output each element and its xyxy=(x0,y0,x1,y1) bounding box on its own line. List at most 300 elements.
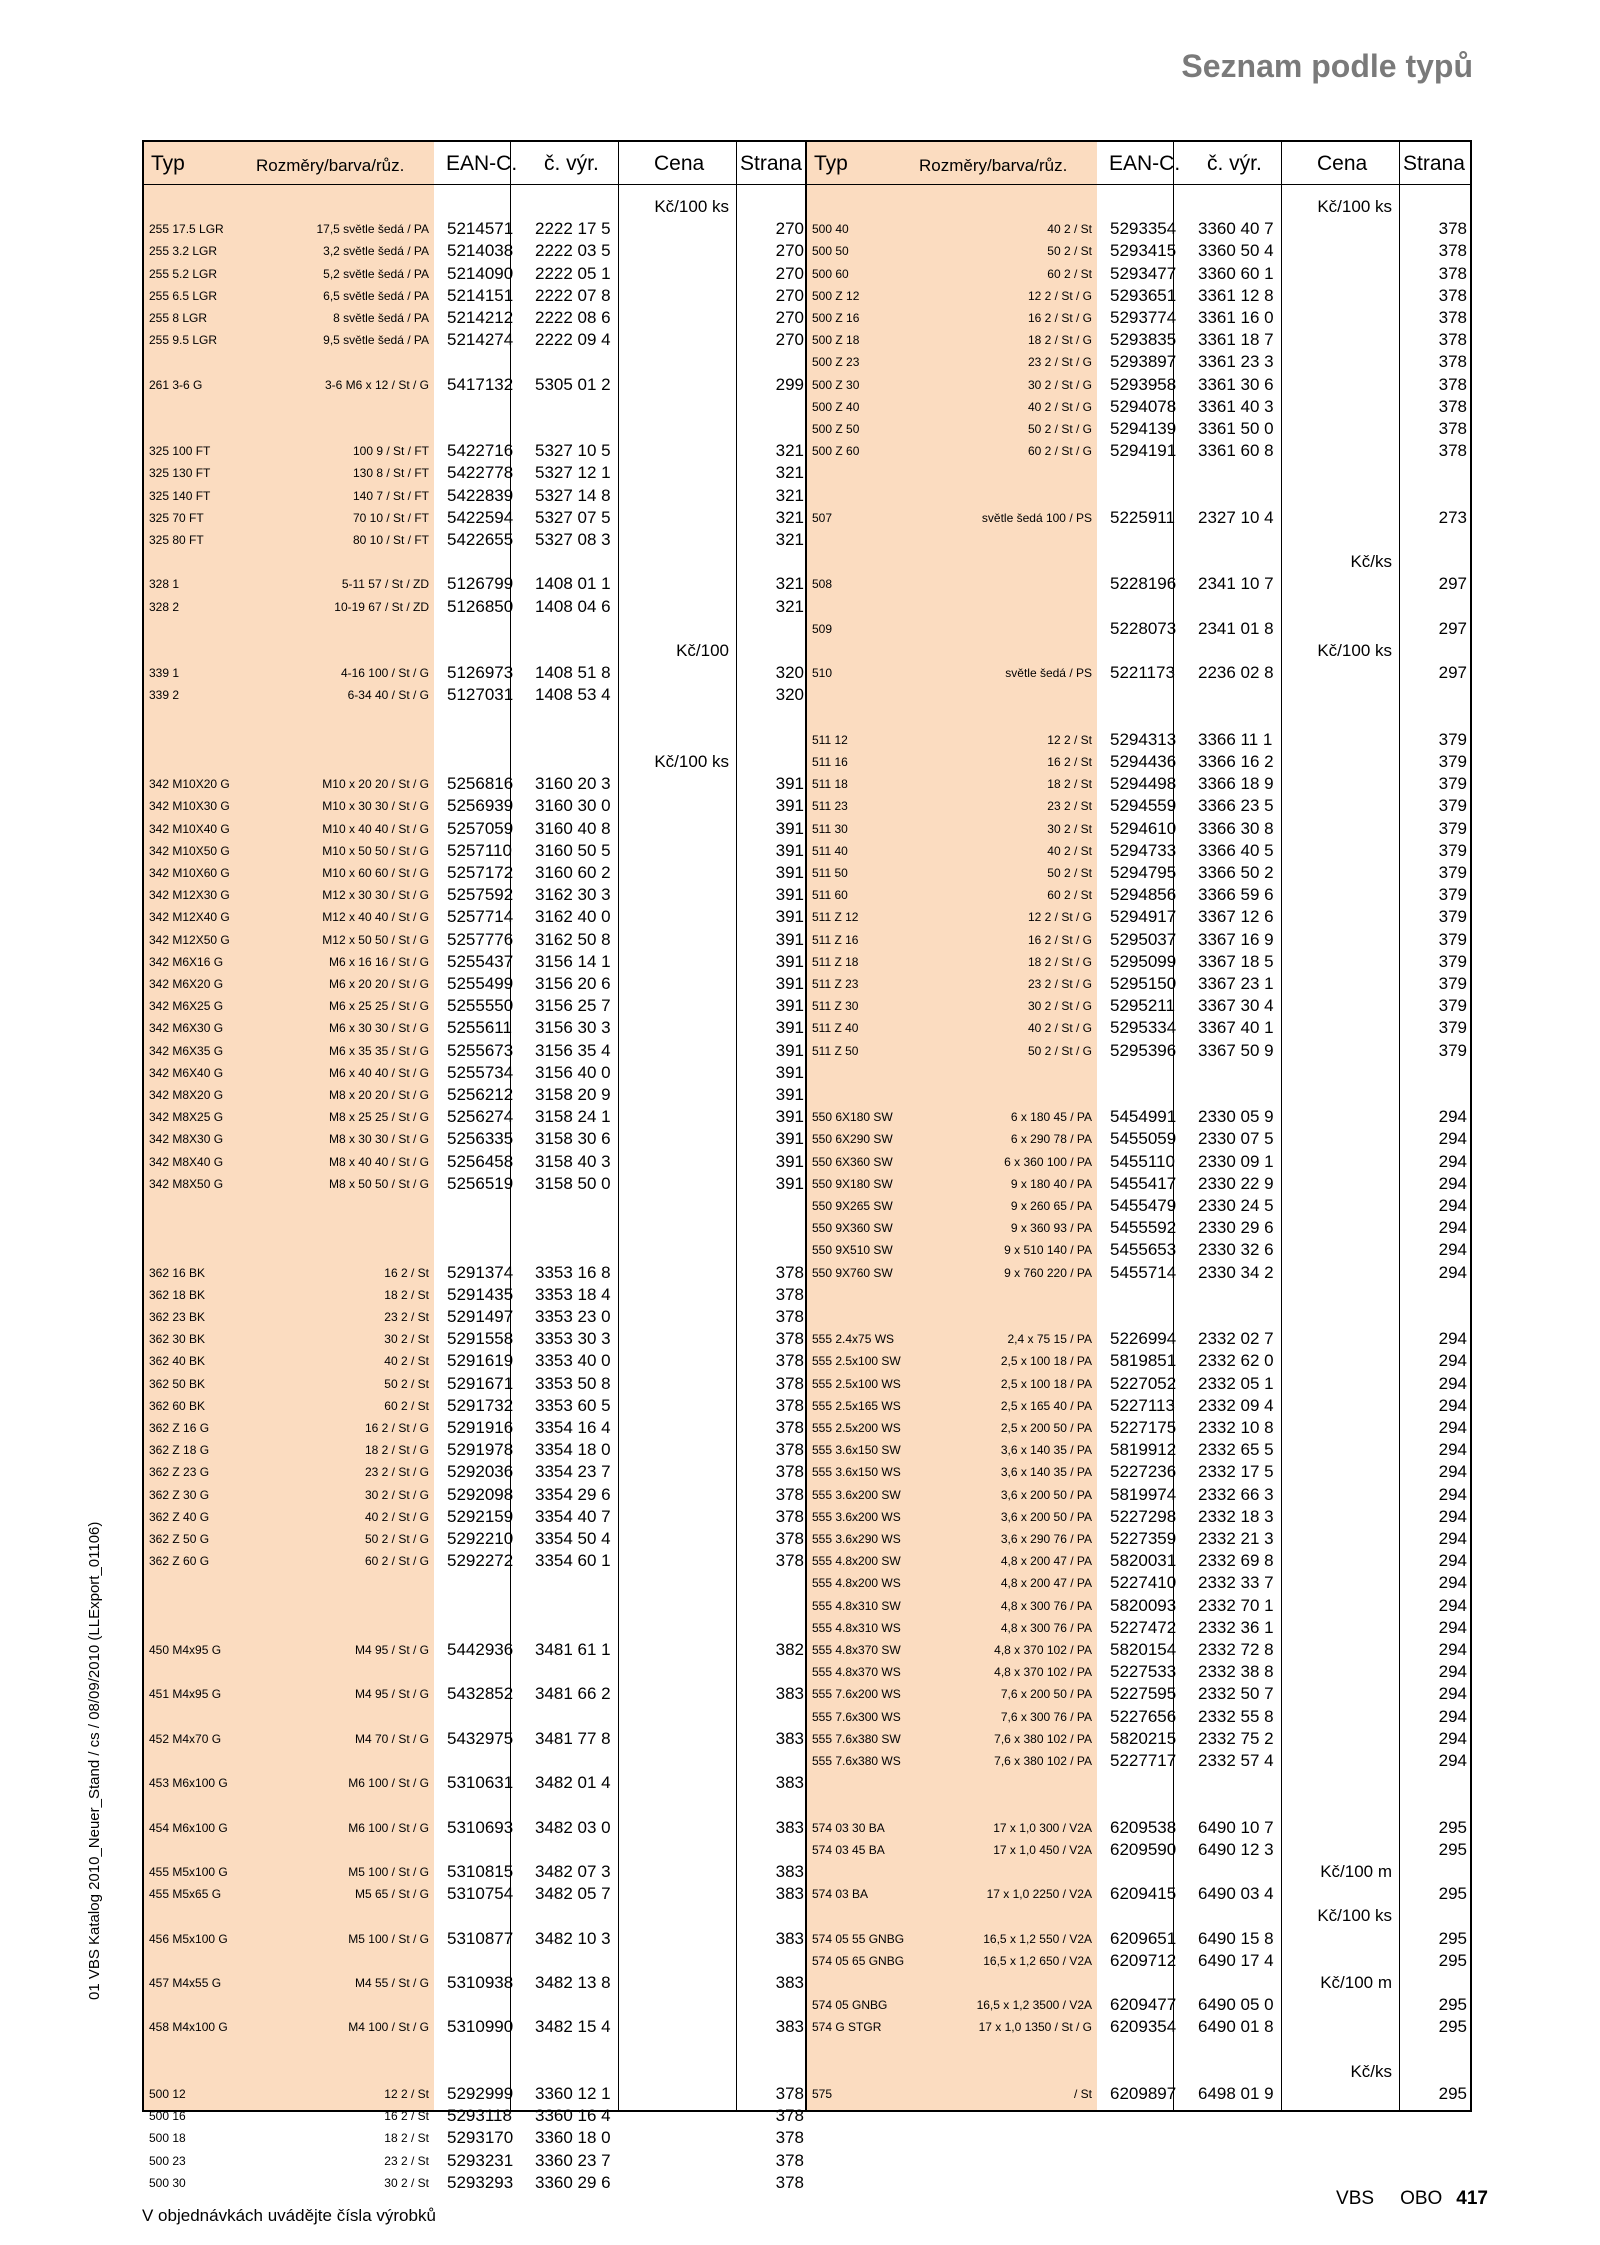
table-row xyxy=(807,2016,1470,2038)
article-number-cell: 3360 18 0 xyxy=(535,2128,611,2148)
table-row xyxy=(807,795,1470,817)
price-unit-label: Kč/100 ks xyxy=(1317,1906,1392,1926)
article-number-cell: 2330 29 6 xyxy=(1198,1218,1274,1238)
table-row xyxy=(807,2083,1470,2105)
ean-cell: 5127031 xyxy=(447,685,514,705)
ean-cell: 5454991 xyxy=(1110,1107,1177,1127)
table-row xyxy=(807,1639,1470,1661)
dimension-cell: 4,8 x 370 102 / PA xyxy=(994,1665,1092,1680)
ean-cell: 5310631 xyxy=(447,1773,514,1793)
page-cell: 383 xyxy=(775,1928,804,1948)
page-cell: 379 xyxy=(1438,951,1467,971)
article-number-cell: 3354 50 4 xyxy=(535,1529,611,1548)
footer-note: V objednávkách uvádějte čísla výrobků xyxy=(142,2206,436,2225)
ean-cell: 6209712 xyxy=(1110,1950,1177,1970)
table-row xyxy=(144,840,807,862)
table-row xyxy=(144,1017,807,1039)
type-cell: 550 9X760 SW xyxy=(812,1265,893,1280)
type-cell: 342 M10X50 G xyxy=(149,843,230,858)
price-unit-row xyxy=(144,196,807,218)
type-cell: 550 9X360 SW xyxy=(812,1221,893,1236)
article-number-cell: 3367 18 5 xyxy=(1198,951,1274,971)
dimension-cell: 50 2 / St xyxy=(384,1376,429,1391)
table-row xyxy=(144,662,807,684)
page-cell: 294 xyxy=(1438,1373,1467,1393)
page-cell: 378 xyxy=(775,1262,804,1282)
article-number-cell: 6490 01 8 xyxy=(1198,2017,1274,2037)
article-number-cell: 3482 05 7 xyxy=(535,1884,611,1904)
table-row xyxy=(144,507,807,529)
type-cell: 555 3.6x200 WS xyxy=(812,1509,901,1524)
price-unit-label: Kč/ks xyxy=(1350,552,1392,572)
ean-cell: 5820031 xyxy=(1110,1551,1177,1571)
dimension-cell: M8 x 50 50 / St / G xyxy=(328,1176,429,1191)
ean-cell: 5293170 xyxy=(447,2128,514,2148)
ean-cell: 5291916 xyxy=(447,1418,514,1437)
page-cell: 295 xyxy=(1438,1950,1467,1970)
type-cell: 342 M10X20 G xyxy=(149,777,230,792)
table-row xyxy=(807,240,1470,262)
type-cell: 511 18 xyxy=(812,777,848,792)
type-cell: 508 xyxy=(812,577,833,592)
article-number-cell: 2332 09 4 xyxy=(1198,1395,1274,1415)
page-cell: 321 xyxy=(775,441,804,461)
type-cell: 574 05 65 GNBG xyxy=(812,1953,905,1968)
dimension-cell: 40 2 / St xyxy=(1047,222,1092,237)
type-cell: 452 M4x70 G xyxy=(149,1731,222,1746)
article-number-cell: 3367 16 9 xyxy=(1198,929,1274,949)
page-cell: 379 xyxy=(1438,907,1467,927)
page-cell: 391 xyxy=(775,996,804,1016)
type-cell: 342 M6X20 G xyxy=(149,977,224,991)
dimension-cell: 8 světle šedá / PA xyxy=(333,311,429,325)
type-cell: 500 Z 12 xyxy=(812,288,860,303)
ean-cell: 5294313 xyxy=(1110,729,1177,749)
page-cell: 378 xyxy=(775,2084,804,2103)
table-row xyxy=(807,1928,1470,1950)
type-cell: 342 M12X40 G xyxy=(149,910,230,925)
ean-cell: 5310754 xyxy=(447,1884,514,1904)
ean-cell: 6209354 xyxy=(1110,2017,1177,2037)
dimension-cell: M6 x 30 30 / St / G xyxy=(328,1021,429,1036)
article-number-cell: 2330 32 6 xyxy=(1198,1240,1274,1260)
dimension-cell: 50 2 / St xyxy=(1047,244,1092,259)
ean-cell: 5294917 xyxy=(1110,907,1177,927)
article-number-cell: 3366 16 2 xyxy=(1198,752,1274,771)
dimension-cell: M8 x 25 25 / St / G xyxy=(328,1110,429,1125)
page-cell: 391 xyxy=(775,1062,804,1082)
table-row xyxy=(144,263,807,285)
page-cell: 294 xyxy=(1438,1728,1467,1748)
dimension-cell: 6 x 290 78 / PA xyxy=(1010,1132,1092,1147)
spacer-row xyxy=(144,2061,807,2083)
type-cell: 555 2.5x200 WS xyxy=(812,1421,901,1435)
dimension-cell: 23 2 / St / G xyxy=(1027,355,1092,370)
article-number-cell: 3353 40 0 xyxy=(535,1351,611,1371)
ean-cell: 6209538 xyxy=(1110,1817,1177,1837)
ean-cell: 5294191 xyxy=(1110,441,1177,461)
article-number-cell: 2332 72 8 xyxy=(1198,1640,1274,1659)
header-dimensions: Rozměry/barva/růz. xyxy=(919,156,1068,175)
header-article-number: č. výr. xyxy=(544,152,599,175)
article-number-cell: 3353 18 4 xyxy=(535,1284,611,1304)
dimension-cell: 4-16 100 / St / G xyxy=(340,666,429,681)
ean-cell: 5292272 xyxy=(447,1551,514,1571)
type-cell: 362 Z 30 G xyxy=(149,1487,210,1502)
page-cell: 295 xyxy=(1438,1995,1467,2015)
dimension-cell: 4,8 x 300 76 / PA xyxy=(1000,1598,1092,1613)
table-row xyxy=(807,906,1470,928)
article-number-cell: 6490 03 4 xyxy=(1198,1884,1274,1904)
ean-cell: 5442936 xyxy=(447,1640,514,1659)
type-cell: 555 2.5x165 WS xyxy=(812,1398,901,1413)
type-cell: 456 M5x100 G xyxy=(149,1931,228,1946)
type-cell: 455 M5x100 G xyxy=(149,1865,228,1879)
type-cell: 455 M5x65 G xyxy=(149,1887,222,1902)
article-number-cell: 3158 50 0 xyxy=(535,1173,611,1193)
table-row xyxy=(807,1683,1470,1705)
spacer-row xyxy=(807,596,1470,618)
price-unit-label: Kč/100 ks xyxy=(1317,641,1392,660)
table-row xyxy=(807,1328,1470,1350)
type-cell: 555 7.6x200 WS xyxy=(812,1687,901,1702)
article-number-cell: 6498 01 9 xyxy=(1198,2084,1274,2103)
page-cell: 391 xyxy=(775,929,804,949)
type-cell: 500 18 xyxy=(149,2131,186,2146)
table-row xyxy=(144,529,807,551)
ean-cell: 5256274 xyxy=(447,1107,514,1127)
article-number-cell: 3156 35 4 xyxy=(535,1040,611,1060)
spacer-row xyxy=(144,618,807,640)
ean-cell: 6209415 xyxy=(1110,1884,1177,1904)
table-row xyxy=(144,773,807,795)
dimension-cell: 80 10 / St / FT xyxy=(352,533,429,547)
dimension-cell: 6,5 světle šedá / PA xyxy=(323,288,429,303)
ean-cell: 5455110 xyxy=(1110,1151,1175,1171)
article-number-cell: 3162 40 0 xyxy=(535,907,611,927)
article-number-cell: 3353 16 8 xyxy=(535,1262,611,1282)
table-row xyxy=(807,1395,1470,1417)
page-cell: 297 xyxy=(1438,574,1467,594)
article-number-cell: 3354 16 4 xyxy=(535,1418,611,1437)
page-cell: 294 xyxy=(1438,1129,1467,1149)
table-row xyxy=(144,485,807,507)
type-cell: 500 30 xyxy=(149,2175,186,2190)
dimension-cell: 16 2 / St xyxy=(384,2109,429,2124)
dimension-cell: M12 x 40 40 / St / G xyxy=(322,910,429,925)
dimension-cell: 16 2 / St / G xyxy=(364,1421,429,1435)
dimension-cell: 30 2 / St / G xyxy=(364,1487,429,1502)
type-cell: 555 2.5x100 SW xyxy=(812,1354,901,1369)
ean-cell: 5256212 xyxy=(447,1085,514,1104)
type-cell: 255 9.5 LGR xyxy=(149,333,218,348)
dimension-cell: 7,6 x 200 50 / PA xyxy=(1000,1687,1092,1702)
page-cell: 379 xyxy=(1438,774,1467,794)
header-typ: Typ xyxy=(814,152,848,175)
dimension-cell: 50 2 / St / G xyxy=(1027,422,1092,436)
type-cell: 555 3.6x150 SW xyxy=(812,1443,901,1458)
article-number-cell: 2222 08 6 xyxy=(535,308,611,327)
page-cell: 295 xyxy=(1438,1839,1467,1859)
page-cell: 299 xyxy=(775,374,804,394)
page-cell: 383 xyxy=(775,1862,804,1881)
type-cell: 451 M4x95 G xyxy=(149,1687,222,1702)
ean-cell: 5256816 xyxy=(447,774,514,794)
ean-cell: 5221173 xyxy=(1110,663,1175,683)
dimension-cell: M8 x 40 40 / St / G xyxy=(328,1154,429,1169)
ean-cell: 5294733 xyxy=(1110,840,1177,860)
dimension-cell: 7,6 x 380 102 / PA xyxy=(994,1754,1092,1768)
ean-cell: 5227113 xyxy=(1110,1395,1175,1415)
page-cell: 378 xyxy=(1438,241,1467,261)
ean-cell: 5257110 xyxy=(447,840,512,860)
ean-cell: 5214090 xyxy=(447,263,514,283)
page-cell: 321 xyxy=(775,596,804,616)
type-cell: 500 60 xyxy=(812,266,849,281)
dimension-cell: M6 x 25 25 / St / G xyxy=(328,999,429,1014)
page-cell: 383 xyxy=(775,1728,804,1748)
page-cell: 294 xyxy=(1438,1529,1467,1548)
table-row xyxy=(144,1683,807,1705)
page-cell: 273 xyxy=(1438,507,1467,527)
page-cell: 379 xyxy=(1438,818,1467,838)
article-number-cell: 3482 03 0 xyxy=(535,1817,611,1837)
header-typ: Typ xyxy=(151,152,185,175)
dimension-cell: 7,6 x 380 102 / PA xyxy=(994,1731,1092,1746)
header-page: Strana xyxy=(1403,152,1465,175)
article-number-cell: 2330 34 2 xyxy=(1198,1262,1274,1282)
page-cell: 378 xyxy=(775,1506,804,1526)
page-cell: 391 xyxy=(775,885,804,905)
page-cell: 294 xyxy=(1438,1617,1467,1637)
dimension-cell: 18 2 / St / G xyxy=(1027,954,1092,969)
spacer-row xyxy=(144,1839,807,1861)
type-cell: 555 7.6x380 SW xyxy=(812,1731,901,1746)
table-row xyxy=(807,884,1470,906)
ean-cell: 5255437 xyxy=(447,951,514,971)
ean-cell: 5291435 xyxy=(447,1284,514,1304)
article-number-cell: 3482 10 3 xyxy=(535,1928,611,1948)
page-cell: 294 xyxy=(1438,1684,1467,1704)
dimension-cell: 6-34 40 / St / G xyxy=(347,688,429,703)
table-row xyxy=(144,684,807,706)
dimension-cell: 3,6 x 200 50 / PA xyxy=(1000,1487,1092,1502)
table-row xyxy=(144,906,807,928)
dimension-cell: 17 x 1,0 1350 / St / G xyxy=(978,2020,1092,2035)
type-cell: 255 5.2 LGR xyxy=(149,266,218,281)
dimension-cell: M12 x 50 50 / St / G xyxy=(322,932,429,947)
page-cell: 294 xyxy=(1438,1218,1467,1238)
dimension-cell: 9 x 360 93 / PA xyxy=(1010,1221,1092,1236)
page-cell: 378 xyxy=(775,1418,804,1437)
page-cell: 379 xyxy=(1438,996,1467,1016)
ean-cell: 5819851 xyxy=(1110,1351,1177,1371)
dimension-cell: M6 100 / St / G xyxy=(348,1820,429,1835)
type-cell: 510 xyxy=(812,666,833,681)
type-cell: 342 M10X30 G xyxy=(149,799,230,814)
page-cell: 321 xyxy=(775,463,804,483)
table-row xyxy=(807,973,1470,995)
ean-cell: 5291374 xyxy=(447,1262,514,1282)
price-unit-row xyxy=(807,1861,1470,1883)
article-number-cell: 2222 17 5 xyxy=(535,219,611,239)
article-number-cell: 3367 23 1 xyxy=(1198,974,1274,993)
page-cell: 378 xyxy=(775,1462,804,1482)
spacer-row xyxy=(807,1772,1470,1794)
type-cell: 555 2.5x100 WS xyxy=(812,1376,901,1391)
article-number-cell: 3156 40 0 xyxy=(535,1062,611,1082)
page-cell: 391 xyxy=(775,1018,804,1038)
dimension-cell: 2,4 x 75 15 / PA xyxy=(1007,1332,1092,1347)
price-unit-label: Kč/100 m xyxy=(1320,1973,1392,1992)
table-row xyxy=(807,1572,1470,1594)
brand-vbs: VBS xyxy=(1336,2188,1375,2209)
article-number-cell: 2222 05 1 xyxy=(535,263,611,283)
ean-cell: 5228196 xyxy=(1110,574,1177,594)
page-number: 417 xyxy=(1456,2188,1488,2209)
ean-cell: 5214151 xyxy=(447,285,514,305)
page-cell: 295 xyxy=(1438,2084,1467,2103)
type-cell: 511 Z 16 xyxy=(812,932,859,947)
type-cell: 342 M6X25 G xyxy=(149,999,224,1014)
article-number-cell: 2341 01 8 xyxy=(1198,618,1274,638)
type-cell: 575 xyxy=(812,2087,833,2101)
dimension-cell: 23 2 / St xyxy=(384,2153,429,2168)
spacer-row xyxy=(807,1306,1470,1328)
article-number-cell: 2332 57 4 xyxy=(1198,1751,1274,1770)
table-row xyxy=(807,1883,1470,1905)
ean-cell: 5291671 xyxy=(447,1373,514,1393)
page-cell: 391 xyxy=(775,863,804,882)
ean-cell: 5227052 xyxy=(1110,1373,1177,1393)
article-number-cell: 2332 69 8 xyxy=(1198,1551,1274,1571)
table-header xyxy=(144,142,807,185)
page-cell: 294 xyxy=(1438,1173,1467,1193)
ean-cell: 5126973 xyxy=(447,663,514,683)
article-number-cell: 3162 50 8 xyxy=(535,929,611,949)
table-row xyxy=(807,396,1470,418)
ean-cell: 5256458 xyxy=(447,1151,514,1171)
ean-cell: 5422716 xyxy=(447,441,514,461)
page-cell: 378 xyxy=(1438,374,1467,394)
ean-cell: 5294795 xyxy=(1110,863,1177,882)
article-number-cell: 2332 05 1 xyxy=(1198,1373,1274,1393)
table-row xyxy=(807,1106,1470,1128)
article-number-cell: 3156 20 6 xyxy=(535,974,611,993)
dimension-cell: M10 x 30 30 / St / G xyxy=(322,799,429,814)
article-number-cell: 3354 18 0 xyxy=(535,1440,611,1460)
type-cell: 511 50 xyxy=(812,866,848,880)
ean-cell: 5422839 xyxy=(447,485,514,505)
table-row xyxy=(807,751,1470,773)
spacer-row xyxy=(144,1905,807,1927)
table-row xyxy=(807,1040,1470,1062)
dimension-cell: M4 95 / St / G xyxy=(354,1687,429,1702)
page-cell: 391 xyxy=(775,818,804,838)
type-cell: 500 Z 16 xyxy=(812,311,860,325)
table-row xyxy=(807,1461,1470,1483)
dimension-cell: M10 x 40 40 / St / G xyxy=(322,821,429,836)
article-number-cell: 6490 17 4 xyxy=(1198,1950,1274,1970)
product-table-left xyxy=(142,140,807,2192)
table-row xyxy=(144,1173,807,1195)
dimension-cell: 4,8 x 300 76 / PA xyxy=(1000,1620,1092,1635)
type-cell: 555 4.8x370 WS xyxy=(812,1665,901,1680)
spacer-row xyxy=(144,1595,807,1617)
article-number-cell: 5305 01 2 xyxy=(535,374,611,394)
article-number-cell: 3367 30 4 xyxy=(1198,996,1274,1016)
ean-cell: 5257714 xyxy=(447,907,514,927)
price-unit-row xyxy=(807,1905,1470,1927)
dimension-cell: 16 2 / St / G xyxy=(1027,932,1092,947)
table-row xyxy=(144,1040,807,1062)
dimension-cell: 130 8 / St / FT xyxy=(352,466,429,481)
article-number-cell: 3160 40 8 xyxy=(535,818,611,838)
table-row xyxy=(144,1639,807,1661)
dimension-cell: 23 2 / St xyxy=(384,1310,429,1324)
header-price: Cena xyxy=(1317,152,1368,175)
article-number-cell: 6490 10 7 xyxy=(1198,1817,1274,1837)
spacer-row xyxy=(807,684,1470,706)
type-cell: 362 Z 60 G xyxy=(149,1554,210,1569)
page-cell: 320 xyxy=(775,685,804,705)
dimension-cell: 16,5 x 1,2 3500 / V2A xyxy=(976,1998,1092,2013)
price-unit-row xyxy=(807,196,1470,218)
type-cell: 511 60 xyxy=(812,888,848,903)
page-cell: 294 xyxy=(1438,1573,1467,1593)
page-cell: 383 xyxy=(775,1884,804,1904)
page-cell: 270 xyxy=(775,308,804,327)
ean-cell: 5291978 xyxy=(447,1440,514,1460)
ean-cell: 6209897 xyxy=(1110,2084,1177,2103)
page-cell: 391 xyxy=(775,1040,804,1060)
spacer-row xyxy=(144,1994,807,2016)
type-cell: 342 M12X50 G xyxy=(149,932,230,947)
article-number-cell: 3482 15 4 xyxy=(535,2017,611,2037)
table-row xyxy=(144,1373,807,1395)
header-price: Cena xyxy=(654,152,705,175)
dimension-cell: 18 2 / St xyxy=(1047,777,1092,792)
ean-cell: 5819974 xyxy=(1110,1484,1177,1504)
type-cell: 325 130 FT xyxy=(149,466,211,481)
type-cell: 255 17.5 LGR xyxy=(149,222,224,237)
dimension-cell: 30 2 / St xyxy=(384,2175,429,2190)
table-row xyxy=(144,240,807,262)
ean-cell: 5820093 xyxy=(1110,1595,1177,1615)
article-number-cell: 3361 23 3 xyxy=(1198,352,1274,372)
article-number-cell: 3160 50 5 xyxy=(535,840,611,860)
table-row xyxy=(144,2105,807,2127)
table-row xyxy=(144,2016,807,2038)
type-cell: 362 50 BK xyxy=(149,1376,206,1391)
table-row xyxy=(144,374,807,396)
ean-cell: 5294139 xyxy=(1110,419,1177,438)
ean-cell: 5227595 xyxy=(1110,1684,1177,1704)
ean-cell: 5257172 xyxy=(447,863,514,882)
dimension-cell: 30 2 / St xyxy=(1047,821,1092,836)
dimension-cell: M6 x 40 40 / St / G xyxy=(328,1065,429,1080)
dimension-cell: 5-11 57 / St / ZD xyxy=(341,577,429,592)
spacer-row xyxy=(144,1617,807,1639)
article-number-cell: 3360 60 1 xyxy=(1198,263,1274,283)
ean-cell: 5227410 xyxy=(1110,1573,1177,1593)
page-cell: 379 xyxy=(1438,752,1467,771)
article-number-cell: 2332 70 1 xyxy=(1198,1595,1274,1615)
table-row xyxy=(144,1817,807,1839)
spacer-row xyxy=(807,1062,1470,1084)
article-number-cell: 5327 14 8 xyxy=(535,485,611,505)
dimension-cell: M10 x 50 50 / St / G xyxy=(322,843,429,858)
